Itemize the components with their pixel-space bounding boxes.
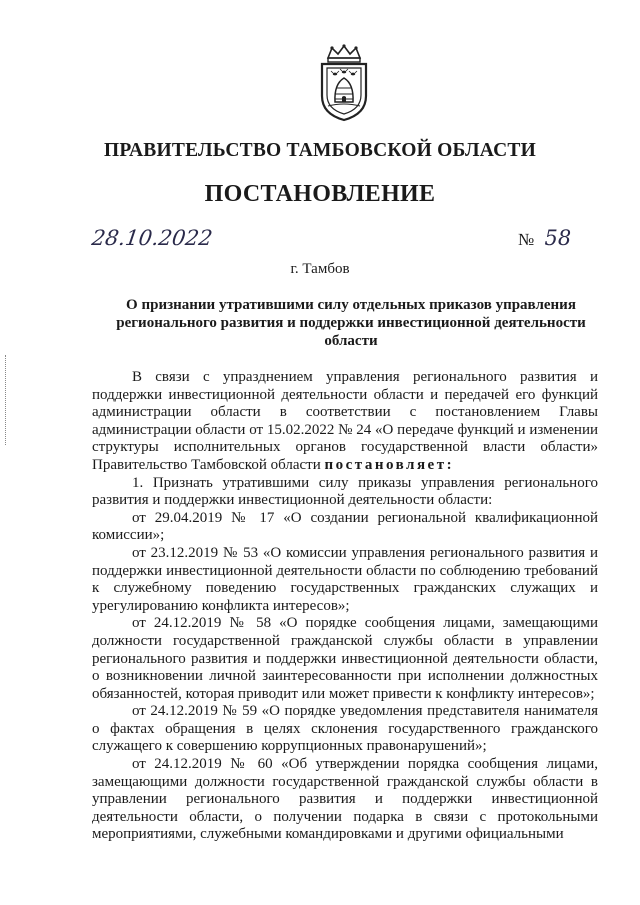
document-heading: О признании утратившими силу отдельных приказов управления регионального развития и поддержки инвестиционной деятельности области (116, 297, 586, 349)
order-item: от 24.12.2019 № 60 «Об утверждении порядка сообщения лицами, замещающими должности государственной гражданской службы области в управлении регионального развития и поддержки инвестиционной деятельности области, о получении подарка в связи с протокольными мероприятиями, служебными командировками и другими официальными (92, 756, 598, 843)
document-body (92, 369, 598, 844)
intro-paragraph (92, 369, 598, 475)
number-label: № (518, 230, 535, 249)
scan-margin-marks (5, 355, 9, 445)
order-item: от 24.12.2019 № 58 «О порядке сообщения лицами, замещающими должности государственной гражданской службы области в управлении регионального развития и поддержки инвестиционной деятельности области, о возникновении личной заинтересованности при исполнении должностных обязанностей, которая приводит или может привести к конфликту интересов»; (92, 615, 598, 702)
city: г. Тамбов (290, 261, 350, 277)
intro-text: В связи с упразднением управления регионального развития и поддержки инвестиционной деятельности области и передачей его функций администрации области в соответствии с постановлением Главы администрации области от 15.02.2022 № 24 «О передаче функций и изменении структуры исполнительных органов государственной власти области» Правительство Тамбовской области (92, 369, 598, 473)
item-1: 1. Признать утратившими силу приказы управления регионального развития и поддержки инвестиционной деятельности области: (92, 474, 598, 509)
order-item: от 23.12.2019 № 53 «О комиссии управления регионального развития и поддержки инвестиционной деятельности области по соблюдению требований к служебному поведению государственных гражданских служащих и урегулированию конфликта интересов»; (92, 544, 598, 614)
organization-name: ПРАВИТЕЛЬСТВО ТАМБОВСКОЙ ОБЛАСТИ (104, 140, 536, 161)
handwritten-date: 28.10.2022 (90, 226, 214, 250)
order-item: от 24.12.2019 № 59 «О порядке уведомления представителя нанимателя о фактах обращения в целях склонения государственного гражданского служащего к совершению коррупционных правонарушений»; (92, 703, 598, 755)
order-item: от 29.04.2019 № 17 «О создании региональной квалификационной комиссии»; (92, 509, 598, 544)
document-type: ПОСТАНОВЛЕНИЕ (204, 181, 436, 207)
document-number (518, 226, 571, 250)
decree-word: постановляет: (324, 456, 455, 473)
handwritten-number: 58 (544, 226, 572, 250)
tambov-coat-of-arms-icon (314, 44, 374, 122)
